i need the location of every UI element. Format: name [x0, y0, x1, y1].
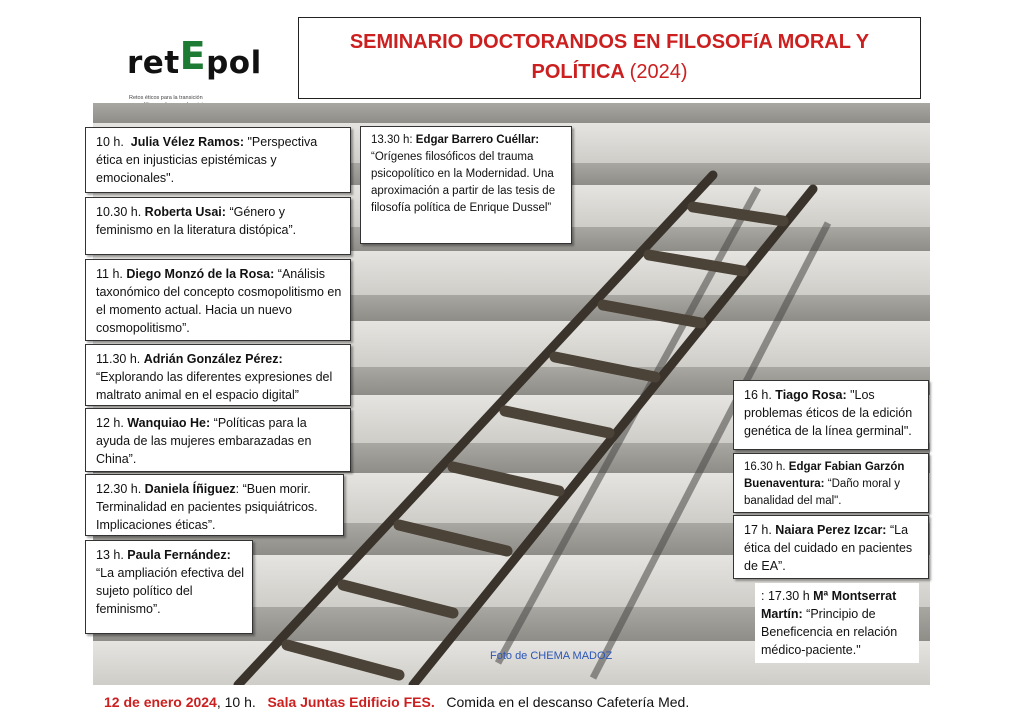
event-time: , 10 h. [216, 694, 256, 710]
talk-item-2: 10.30 h. Roberta Usai: “Género y feminismo en la literatura distópica”. [85, 197, 351, 255]
event-date: 12 de enero 2024 [104, 694, 217, 710]
event-footer [98, 688, 934, 716]
event-venue: Sala Juntas Edificio FES. [267, 694, 435, 710]
talk-item-5: 12 h. Wanquiao He: “Políticas para la ayuda de las mujeres embarazadas en China”. [85, 408, 351, 472]
talk-item-1: 10 h. Julia Vélez Ramos: "Perspectiva ética en injusticias epistémicas y emocionales". [85, 127, 351, 193]
talk-item-12: : 17.30 h Mª Montserrat Martín: “Principio de Beneficencia en relación médico-paciente." [755, 583, 919, 663]
seminar-title-box [298, 17, 921, 99]
talk-item-4: 11.30 h. Adrián González Pérez: “Explorando las diferentes expresiones del maltrato animal en el espacio digital” [85, 344, 351, 406]
event-lunch: Comida en el descanso Cafetería Med. [446, 694, 690, 710]
talk-item-6: 12.30 h. Daniela Íñiguez: “Buen morir. Terminalidad en pacientes psiquiátricos. Implicaciones éticas”. [85, 474, 344, 536]
talk-item-8: 13.30 h: Edgar Barrero Cuéllar: “Orígenes filosóficos del trauma psicopolítico en la Modernidad. Una aproximación a partir de las tesis de filosofía política de Enrique Dussel” [360, 126, 572, 244]
logo-tagline: Retos éticos para la transición [129, 95, 203, 101]
talk-item-10: 16.30 h. Edgar Fabian Garzón Buenaventura: “Daño moral y banalidad del mal". [733, 453, 929, 513]
logo-wordmark: retEpol [127, 34, 262, 81]
talk-item-7: 13 h. Paula Fernández: “La ampliación efectiva del sujeto político del feminismo”. [85, 540, 253, 634]
title-line-2: POLÍTICA (2024) [531, 61, 688, 83]
photo-credit: Foto de CHEMA MADOZ [490, 650, 613, 662]
talk-item-3: 11 h. Diego Monzó de la Rosa: “Análisis taxonómico del concepto cosmopolitismo en el momento actual. Hacia un nuevo cosmopolitismo”. [85, 259, 351, 341]
talk-item-9: 16 h. Tiago Rosa: "Los problemas éticos de la edición genética de la línea germinal". [733, 380, 929, 450]
title-line-1: SEMINARIO DOCTORANDOS EN FILOSOFíA MORAL Y [349, 31, 870, 53]
talk-item-11: 17 h. Naiara Perez Izcar: “La ética del cuidado en pacientes de EA”. [733, 515, 929, 579]
